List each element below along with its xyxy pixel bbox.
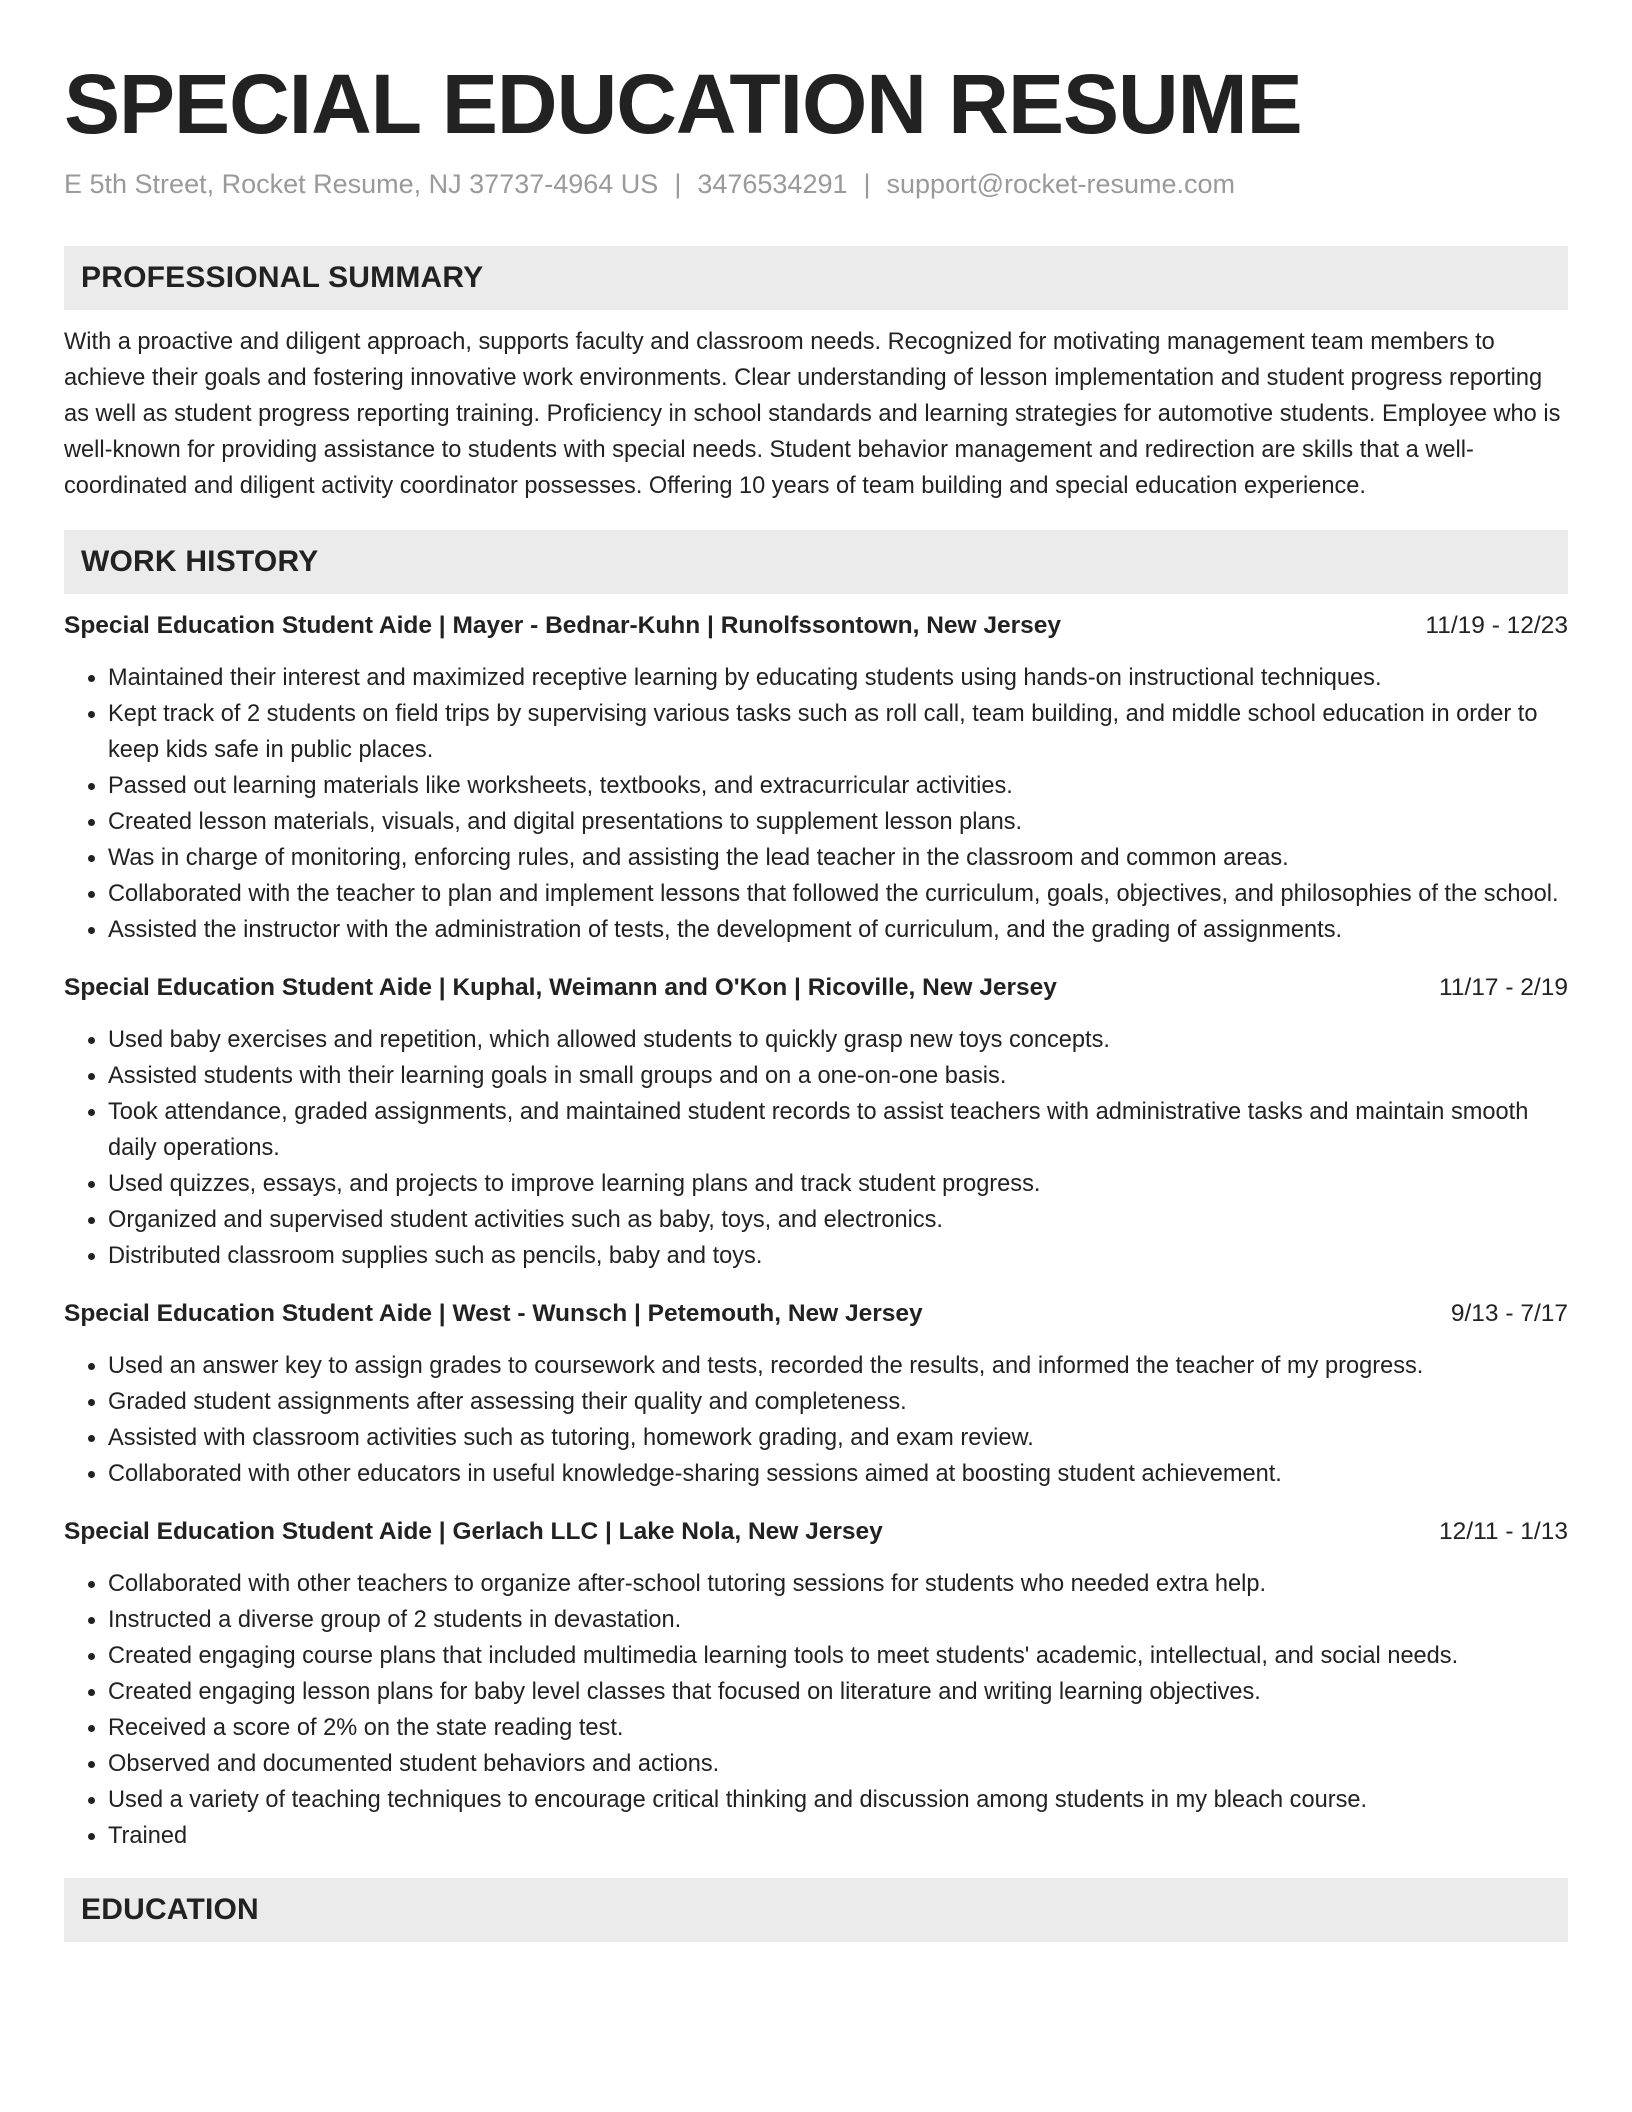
job-bullet-list	[64, 1566, 1568, 1854]
job-bullet: • Trained	[108, 1818, 1568, 1854]
job-bullet: • Created lesson materials, visuals, and digital presentations to supplement lesson plans.	[108, 804, 1568, 840]
summary-paragraph: With a proactive and diligent approach, supports faculty and classroom needs. Recognized for motivating management team members to achieve their goals and fostering innovative work environments. Clear understanding of lesson implementation and student progress reporting as well as student progress reporting training. Proficiency in school standards and learning strategies for automotive students. Employee who is well-known for providing assistance to students with special needs. Student behavior management and redirection are skills that a well-coordinated and diligent activity coordinator possesses. Offering 10 years of team building and special education experience.	[64, 329, 1561, 499]
job-heading	[64, 1514, 1568, 1550]
resume-title: SPECIAL EDUCATION RESUME	[64, 57, 1302, 151]
job-bullet-list	[64, 660, 1568, 948]
job-title: Special Education Student Aide | Gerlach LLC | Lake Nola, New Jersey	[64, 1518, 883, 1545]
job-bullet: • Graded student assignments after assessing their quality and completeness.	[108, 1384, 1568, 1420]
job-dates: 11/17 - 2/19	[1439, 974, 1568, 1001]
job-bullet: • Was in charge of monitoring, enforcing rules, and assisting the lead teacher in the classroom and common areas.	[108, 840, 1568, 876]
job-heading	[64, 970, 1568, 1006]
job-bullet: • Collaborated with other educators in useful knowledge-sharing sessions aimed at boosting student achievement.	[108, 1456, 1568, 1492]
job-bullet: • Used an answer key to assign grades to coursework and tests, recorded the results, and informed the teacher of my progress.	[108, 1348, 1568, 1384]
job-title: Special Education Student Aide | Kuphal, Weimann and O'Kon | Ricoville, New Jersey	[64, 974, 1057, 1001]
job-bullet: • Maintained their interest and maximized receptive learning by educating students using hands-on instructional techniques.	[108, 660, 1568, 696]
job-bullet-list	[64, 1022, 1568, 1274]
job-bullet: • Organized and supervised student activities such as baby, toys, and electronics.	[108, 1202, 1568, 1238]
job-bullet-list	[64, 1348, 1568, 1492]
contact-line	[64, 164, 1568, 204]
job-title: Special Education Student Aide | Mayer - Bednar-Kuhn | Runolfssontown, New Jersey	[64, 612, 1062, 639]
section-header-work-history: WORK HISTORY	[64, 530, 1568, 594]
job-entry	[64, 1514, 1568, 1854]
job-bullet: • Used baby exercises and repetition, which allowed students to quickly grasp new toys concepts.	[108, 1022, 1568, 1058]
job-bullet: • Used quizzes, essays, and projects to improve learning plans and track student progress.	[108, 1166, 1568, 1202]
job-bullet: • Observed and documented student behaviors and actions.	[108, 1746, 1568, 1782]
job-bullet: • Received a score of 2% on the state reading test.	[108, 1710, 1568, 1746]
job-bullet: • Used a variety of teaching techniques to encourage critical thinking and discussion among students in my bleach course.	[108, 1782, 1568, 1818]
job-entry	[64, 970, 1568, 1274]
job-bullet: • Kept track of 2 students on field trips by supervising various tasks such as roll call, team building, and middle school education in order to keep kids safe in public places.	[108, 696, 1568, 768]
job-dates: 11/19 - 12/23	[1425, 612, 1568, 639]
job-bullet: • Passed out learning materials like worksheets, textbooks, and extracurricular activities.	[108, 768, 1568, 804]
job-dates: 9/13 - 7/17	[1450, 1300, 1568, 1327]
job-bullet: • Took attendance, graded assignments, and maintained student records to assist teachers with administrative tasks and maintain smooth daily operations.	[108, 1094, 1568, 1166]
contact-email: support@rocket-resume.com	[886, 169, 1236, 199]
section-header-professional-summary: PROFESSIONAL SUMMARY	[64, 246, 1568, 310]
job-bullet: • Distributed classroom supplies such as pencils, baby and toys.	[108, 1238, 1568, 1274]
job-bullet: • Assisted students with their learning goals in small groups and on a one-on-one basis.	[108, 1058, 1568, 1094]
job-bullet: • Instructed a diverse group of 2 students in devastation.	[108, 1602, 1568, 1638]
job-bullet: • Assisted the instructor with the administration of tests, the development of curriculum, and the grading of assignments.	[108, 912, 1568, 948]
job-heading	[64, 1296, 1568, 1332]
section-header-education: EDUCATION	[64, 1878, 1568, 1942]
contact-separator: |	[863, 169, 871, 199]
job-dates: 12/11 - 1/13	[1439, 1518, 1568, 1545]
job-bullet: • Created engaging course plans that included multimedia learning tools to meet students' academic, intellectual, and social needs.	[108, 1638, 1568, 1674]
job-entry	[64, 1296, 1568, 1492]
job-heading	[64, 608, 1568, 644]
contact-separator: |	[674, 169, 682, 199]
job-entry	[64, 608, 1568, 948]
contact-address: E 5th Street, Rocket Resume, NJ 37737-4964 US	[64, 169, 659, 199]
job-title: Special Education Student Aide | West - Wunsch | Petemouth, New Jersey	[64, 1300, 923, 1327]
job-bullet: • Collaborated with other teachers to organize after-school tutoring sessions for students who needed extra help.	[108, 1566, 1568, 1602]
job-bullet: • Created engaging lesson plans for baby level classes that focused on literature and writing learning objectives.	[108, 1674, 1568, 1710]
job-bullet: • Assisted with classroom activities such as tutoring, homework grading, and exam review.	[108, 1420, 1568, 1456]
job-bullet: • Collaborated with the teacher to plan and implement lessons that followed the curriculum, goals, objectives, and philosophies of the school.	[108, 876, 1568, 912]
contact-phone: 3476534291	[697, 169, 848, 199]
